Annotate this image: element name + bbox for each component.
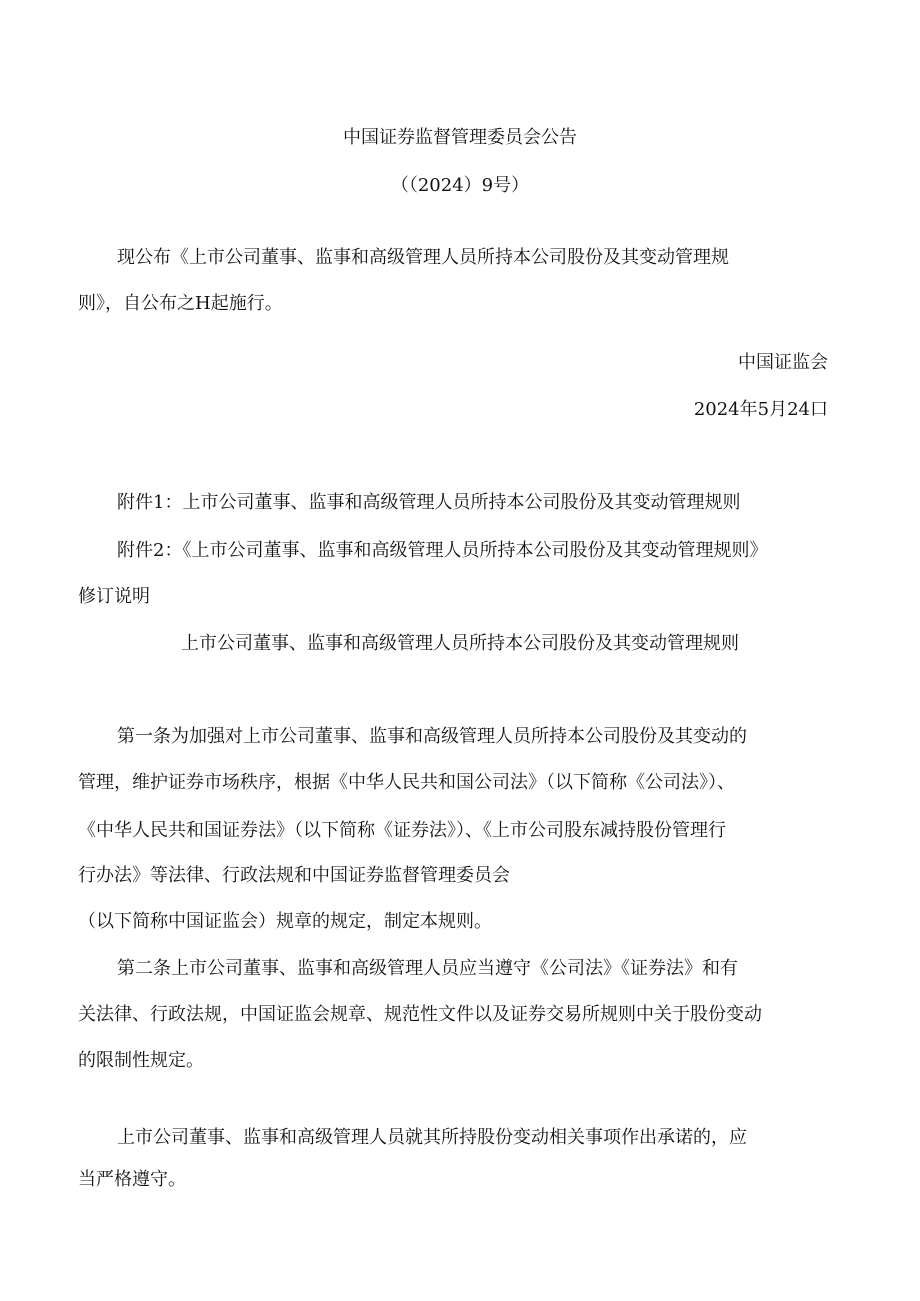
- attachment-1: 附件1：上市公司董事、监事和高级管理人员所持本公司股份及其变动管理规则: [117, 492, 741, 513]
- article2-p2-line-2: 当严格遵守。: [78, 1169, 186, 1190]
- article2-p2-line-1: 上市公司董事、监事和高级管理人员就其所持股份变动相关事项作出承诺的，应: [117, 1127, 747, 1148]
- article2-line-3: 的限制性规定。: [78, 1050, 204, 1071]
- article1-line-4: 行办法》等法律、行政法规和中国证券监督管理委员会: [78, 865, 510, 886]
- issue-date: 2024年5月24口: [693, 399, 828, 420]
- announcement-number: （（2024）9号）: [390, 175, 530, 196]
- article1-line-3: 《中华人民共和国证券法》（以下简称《证券法》）、《上市公司股东减持股份管理行: [78, 820, 726, 841]
- announcement-title: 中国证券监督管理委员会公告: [343, 127, 577, 148]
- issuer: 中国证监会: [738, 352, 828, 373]
- rules-title: 上市公司董事、监事和高级管理人员所持本公司股份及其变动管理规则: [181, 633, 739, 654]
- attachment-2-cont: 修订说明: [78, 586, 150, 607]
- article1-line-1: 第一条为加强对上市公司董事、监事和高级管理人员所持本公司股份及其变动的: [117, 726, 747, 747]
- article1-line-5: （以下简称中国证监会）规章的规定，制定本规则。: [78, 911, 492, 932]
- attachment-2: 附件2：《上市公司董事、监事和高级管理人员所持本公司股份及其变动管理规则》: [117, 540, 768, 561]
- article1-line-2: 管理，维护证券市场秩序，根据《中华人民共和国公司法》（以下简称《公司法》）、: [78, 772, 735, 793]
- intro-line-1: 现公布《上市公司董事、监事和高级管理人员所持本公司股份及其变动管理规: [117, 247, 729, 268]
- article2-line-1: 第二条上市公司董事、监事和高级管理人员应当遵守《公司法》《证券法》和有: [117, 958, 738, 979]
- intro-line-2: 则》，自公布之H起施行。: [78, 293, 283, 314]
- article2-line-2: 关法律、行政法规，中国证监会规章、规范性文件以及证券交易所规则中关于股份变动: [78, 1004, 762, 1025]
